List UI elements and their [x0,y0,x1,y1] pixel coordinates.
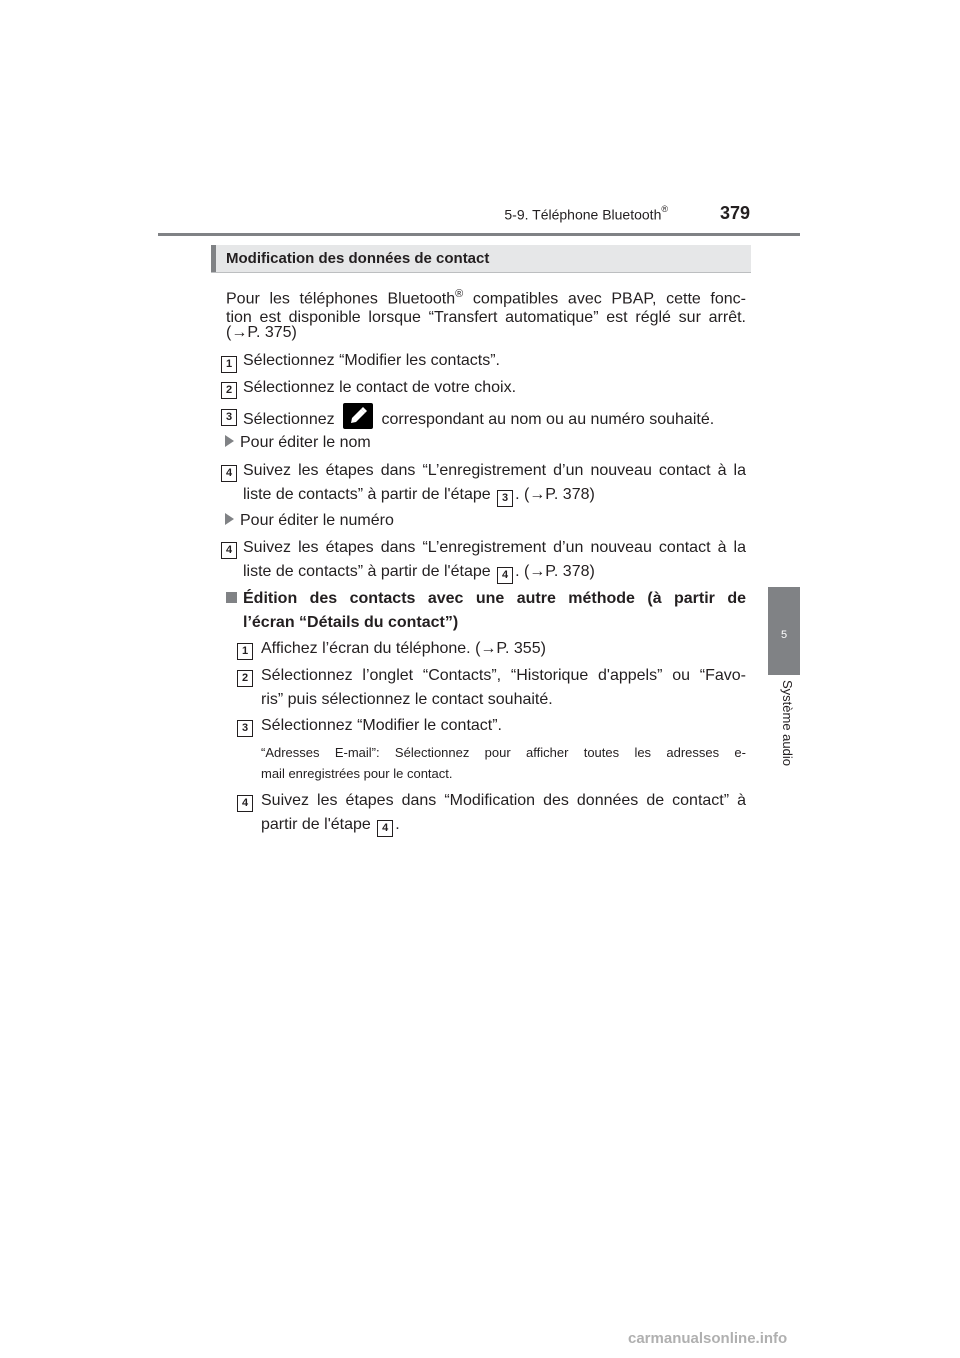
chapter-tab-rule [768,672,800,675]
name-step-4-line-1: Suivez les étapes dans “L’enregistrement d’un nouveau contact à la [243,462,746,479]
other-step-4-badge: 4 [237,795,253,812]
inline-step-ref: 3 [497,490,513,507]
other-method-title-line-2: l’écran “Détails du contact”) [243,614,459,631]
other-step-4-line-2: partir de l'étape 4 . [261,813,400,837]
other-step-1-badge: 1 [237,643,253,660]
name-step-4-badge: 4 [221,465,237,482]
intro-line-2: tion est disponible lorsque “Transfert automatique” est réglé sur arrêt. [226,309,746,326]
section-heading: Modification des données de contact [211,245,751,273]
step-3-text: Sélectionnez correspondant au nom ou au numéro souhaité. [243,403,714,432]
other-method-title-line-1: Édition des contacts avec une autre méthode (à partir de [226,587,746,611]
note-line-1: “Adresses E-mail”: Sélectionnez pour afficher toutes les adresses e- [261,745,746,760]
other-step-1-text: Affichez l’écran du téléphone. (→P. 355) [261,640,546,657]
triangle-bullet-icon [225,435,234,447]
step-3-badge: 3 [221,409,237,426]
subheading-edit-number: Pour éditer le numéro [225,509,394,533]
chapter-tab-label: Système audio [780,680,795,766]
square-bullet-icon [226,592,237,603]
number-step-4-line-1: Suivez les étapes dans “L’enregistrement d’un nouveau contact à la [243,539,746,556]
other-step-3-text: Sélectionnez “Modifier le contact”. [261,717,502,734]
note-line-2: mail enregistrées pour le contact. [261,766,453,781]
other-step-2-badge: 2 [237,670,253,687]
subheading-edit-name: Pour éditer le nom [225,431,371,455]
watermark: carmanualsonline.info [628,1330,788,1347]
inline-step-ref: 4 [497,567,513,584]
step-2-badge: 2 [221,382,237,399]
intro-line-3: (→P. 375) [226,324,297,341]
step-1-text: Sélectionnez “Modifier les contacts”. [243,352,500,369]
chapter-tab-number: 5 [780,629,788,641]
name-step-4-line-2: liste de contacts” à partir de l'étape 3 . (→P. 378) [243,483,595,507]
intro-line-1: Pour les téléphones Bluetooth® compatibles avec PBAP, cette fonc- [226,288,747,308]
page-number: 379 [720,203,751,223]
other-step-3-badge: 3 [237,720,253,737]
header-rule [158,233,800,236]
number-step-4-line-2: liste de contacts” à partir de l'étape 4 . (→P. 378) [243,560,595,584]
step-2-text: Sélectionnez le contact de votre choix. [243,379,517,396]
number-step-4-badge: 4 [221,542,237,559]
other-step-4-line-1: Suivez les étapes dans “Modification des données de contact” à [261,792,746,809]
step-1-badge: 1 [221,356,237,373]
running-header-section: 5-9. Téléphone Bluetooth® [504,204,668,223]
pencil-icon [343,403,373,429]
inline-step-ref: 4 [377,820,393,837]
triangle-bullet-icon [225,513,234,525]
other-step-2-line-1: Sélectionnez l’onglet “Contacts”, “Historique d'appels” ou “Favo- [261,667,746,684]
other-step-2-line-2: ris” puis sélectionnez le contact souhaité. [261,691,553,708]
